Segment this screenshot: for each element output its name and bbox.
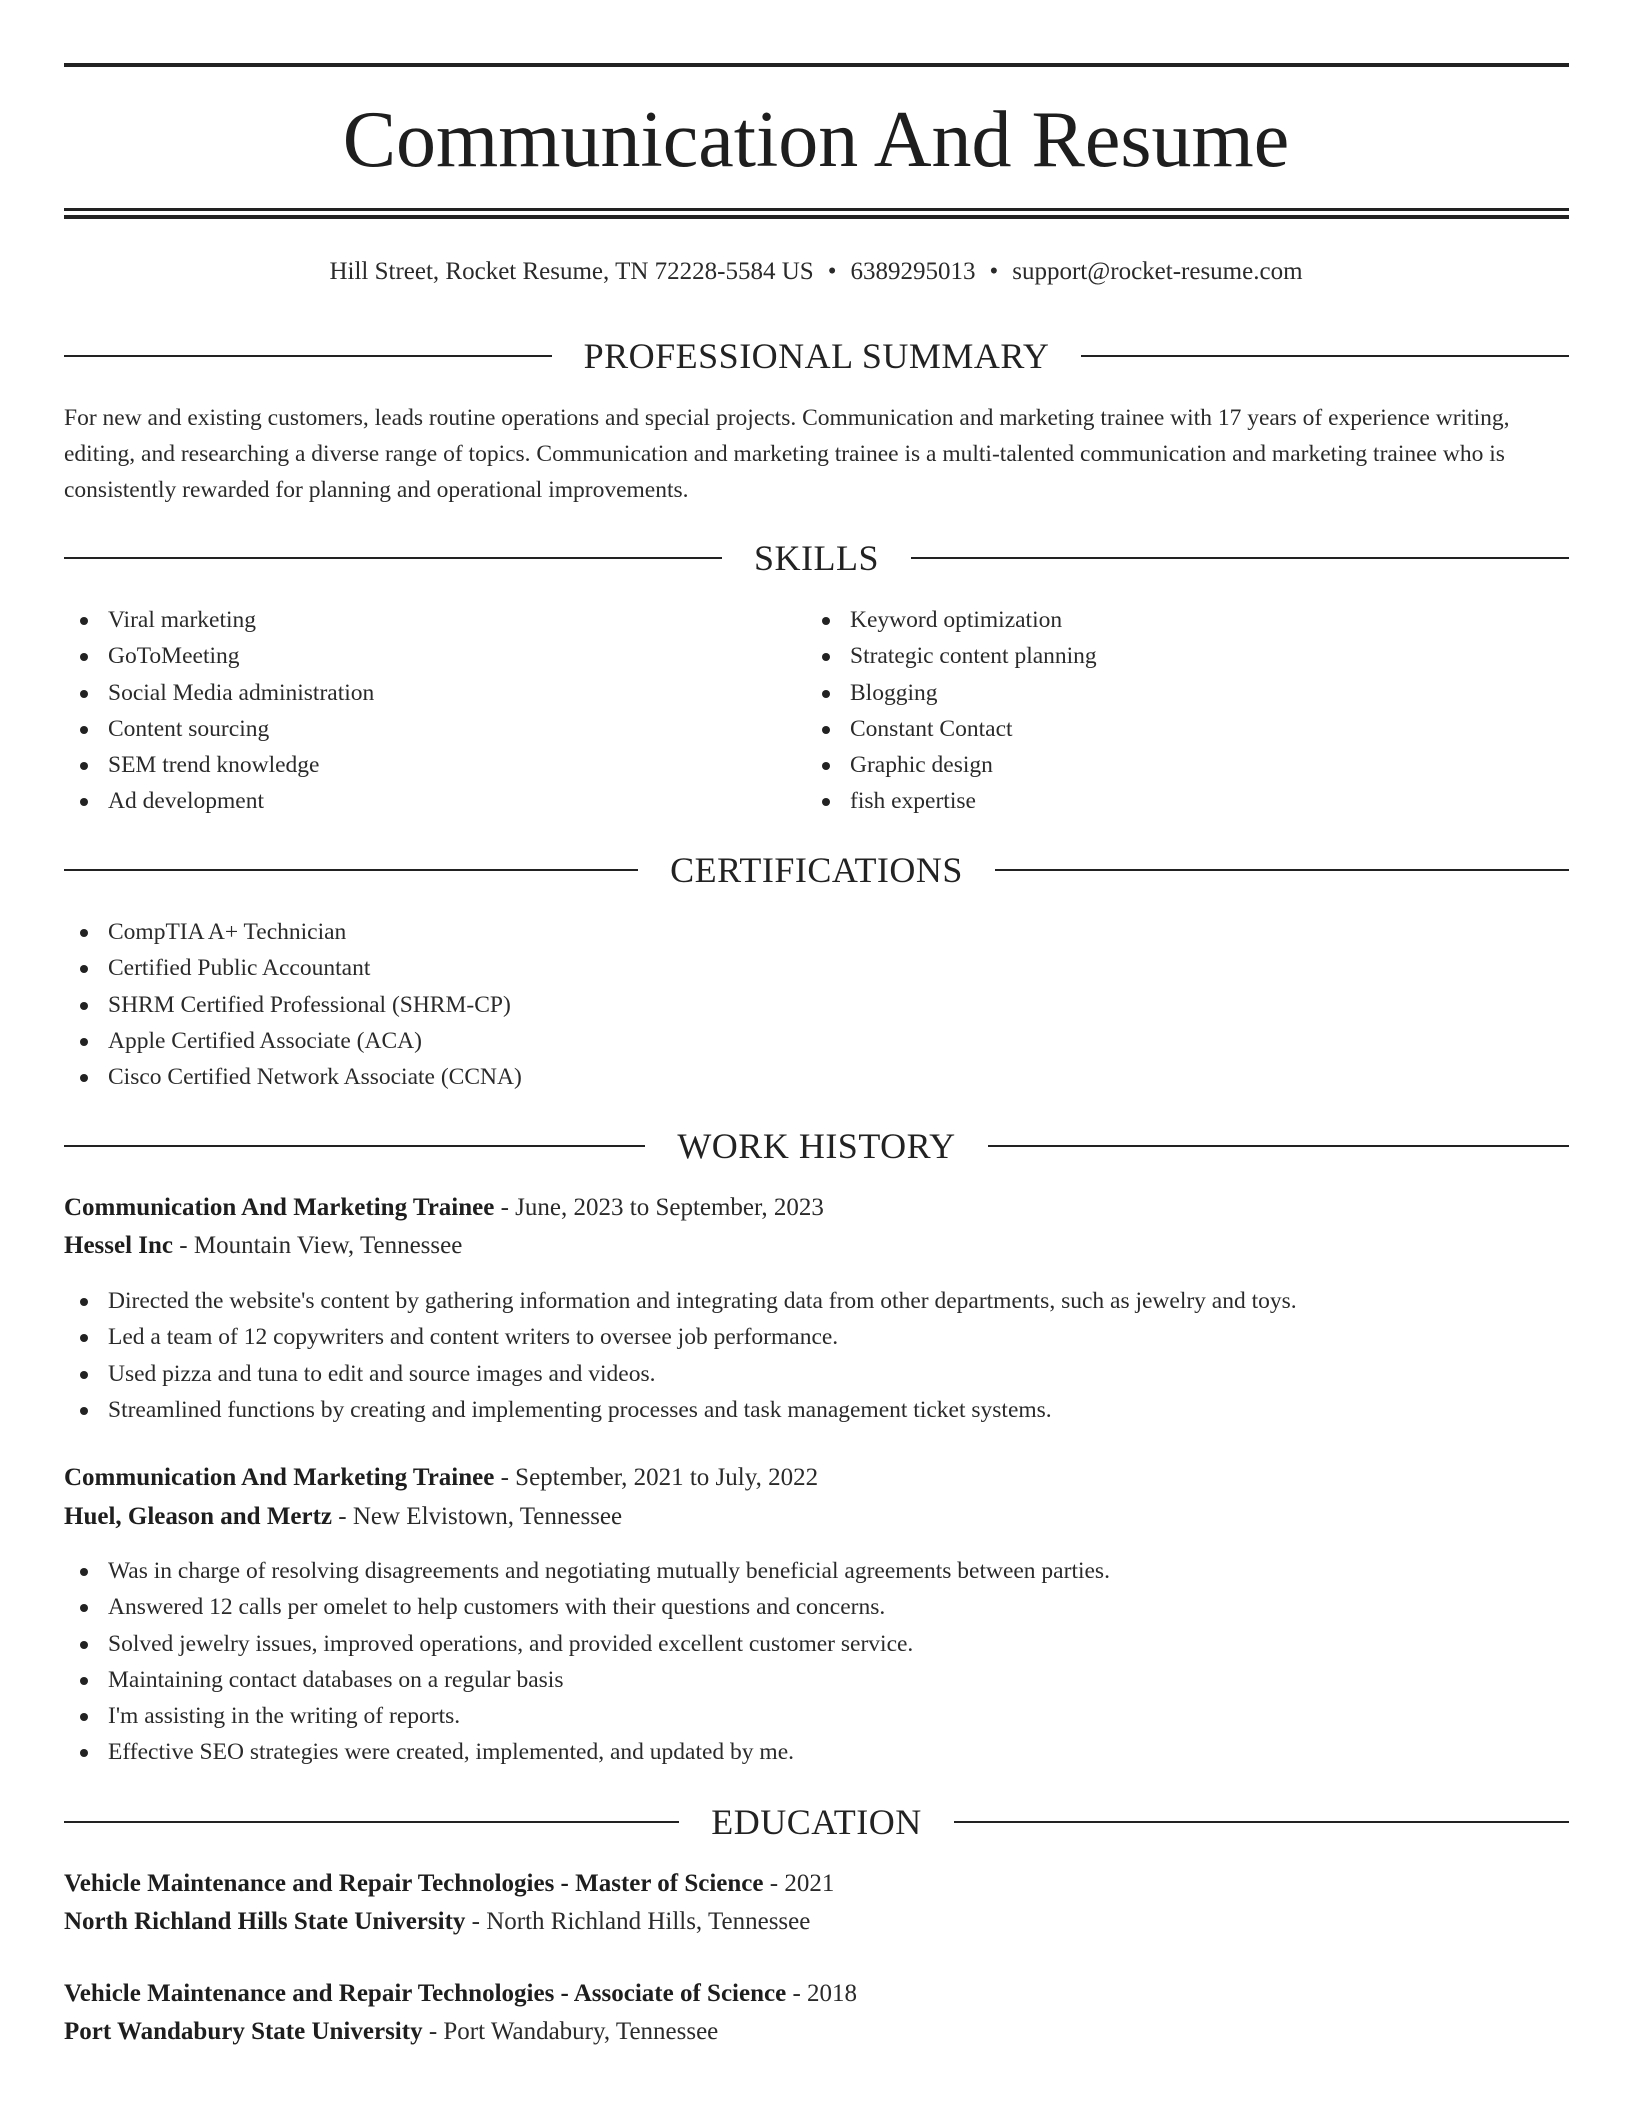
- skill-item: Content sourcing: [64, 711, 374, 747]
- divider: [988, 1145, 1569, 1147]
- job-bullet: Answered 12 calls per omelet to help customers with their questions and concerns.: [64, 1589, 1110, 1625]
- job-company: Hessel Inc: [64, 1232, 174, 1259]
- section-header-skills: [64, 536, 1569, 580]
- job-role: Communication And Marketing Trainee: [64, 1464, 495, 1491]
- skill-item: Ad development: [64, 783, 374, 819]
- candidate-name: Communication And Resume: [342, 96, 1290, 184]
- contact-line: [0, 255, 1632, 289]
- section-title: WORK HISTORY: [677, 1126, 956, 1166]
- education-degree: Vehicle Maintenance and Repair Technologies - Associate of Science: [64, 1980, 787, 2007]
- job-bullet: Maintaining contact databases on a regular basis: [64, 1662, 1110, 1698]
- section-title: PROFESSIONAL SUMMARY: [583, 336, 1050, 376]
- education-degree: Vehicle Maintenance and Repair Technologies - Master of Science: [64, 1870, 764, 1897]
- divider: [64, 355, 552, 357]
- skill-item: Keyword optimization: [806, 602, 1097, 638]
- job-bullets: [64, 1553, 1110, 1771]
- contact-separator: •: [989, 258, 999, 285]
- job-dates: - June, 2023 to September, 2023: [494, 1194, 824, 1221]
- job-company-line: [64, 1228, 462, 1264]
- section-title: SKILLS: [754, 538, 880, 578]
- divider: [64, 1821, 679, 1823]
- contact-address: Hill Street, Rocket Resume, TN 72228-5584 US: [329, 258, 814, 285]
- section-header-work-history: [64, 1124, 1569, 1168]
- divider: [1081, 355, 1569, 357]
- job-location: - New Elvistown, Tennessee: [332, 1503, 623, 1530]
- certification-item: SHRM Certified Professional (SHRM-CP): [64, 987, 522, 1023]
- divider: [995, 869, 1569, 871]
- job-company-line: [64, 1499, 622, 1535]
- job-title-line: [64, 1460, 818, 1496]
- skill-item: Strategic content planning: [806, 638, 1097, 674]
- divider: [64, 1145, 645, 1147]
- skills-list-right: [806, 602, 1097, 820]
- skill-item: Blogging: [806, 675, 1097, 711]
- job-location: - Mountain View, Tennessee: [173, 1232, 463, 1259]
- section-title: EDUCATION: [711, 1802, 922, 1842]
- job-bullet: Led a team of 12 copywriters and content writers to oversee job performance.: [64, 1319, 1297, 1355]
- section-header-education: [64, 1800, 1569, 1844]
- education-school-line: [64, 2014, 718, 2050]
- skill-item: Viral marketing: [64, 602, 374, 638]
- job-title-line: [64, 1190, 824, 1226]
- skill-item: Social Media administration: [64, 675, 374, 711]
- education-year: - 2021: [763, 1870, 835, 1897]
- contact-phone: 6389295013: [850, 258, 976, 285]
- education-year: - 2018: [786, 1980, 858, 2007]
- section-title: CERTIFICATIONS: [670, 850, 963, 890]
- education-location: - North Richland Hills, Tennessee: [465, 1908, 811, 1935]
- education-degree-line: [64, 1866, 834, 1902]
- section-header-summary: [64, 334, 1569, 378]
- skills-list-left: [64, 602, 374, 820]
- certification-item: CompTIA A+ Technician: [64, 914, 522, 950]
- education-degree-line: [64, 1976, 857, 2012]
- divider: [64, 557, 722, 559]
- certification-item: Cisco Certified Network Associate (CCNA): [64, 1059, 522, 1095]
- job-bullet: Directed the website's content by gathering information and integrating data from other departments, such as jewelry and toys.: [64, 1283, 1297, 1319]
- certification-item: Apple Certified Associate (ACA): [64, 1023, 522, 1059]
- education-school: Port Wandabury State University: [64, 2018, 423, 2045]
- job-role: Communication And Marketing Trainee: [64, 1194, 495, 1221]
- job-bullet: Solved jewelry issues, improved operations, and provided excellent customer service.: [64, 1626, 1110, 1662]
- divider: [911, 557, 1569, 559]
- divider: [954, 1821, 1569, 1823]
- job-company: Huel, Gleason and Mertz: [64, 1503, 333, 1530]
- skill-item: Constant Contact: [806, 711, 1097, 747]
- skill-item: GoToMeeting: [64, 638, 374, 674]
- certification-item: Certified Public Accountant: [64, 950, 522, 986]
- education-location: - Port Wandabury, Tennessee: [422, 2018, 719, 2045]
- summary-text: For new and existing customers, leads routine operations and special projects. Communication and marketing trainee with 17 years of experience writing, editing, and researching a diverse range of topics. Communication and marketing trainee is a multi-talented communication and marketing trainee who is consistently rewarded for planning and operational improvements.: [64, 405, 1510, 503]
- skill-item: SEM trend knowledge: [64, 747, 374, 783]
- education-school: North Richland Hills State University: [64, 1908, 466, 1935]
- job-bullet: Was in charge of resolving disagreements and negotiating mutually beneficial agreements between parties.: [64, 1553, 1110, 1589]
- education-school-line: [64, 1904, 810, 1940]
- certifications-list: [64, 914, 522, 1095]
- job-bullet: Used pizza and tuna to edit and source images and videos.: [64, 1356, 1297, 1392]
- job-dates: - September, 2021 to July, 2022: [494, 1464, 819, 1491]
- contact-separator: •: [827, 258, 837, 285]
- section-header-certifications: [64, 848, 1569, 892]
- top-rule: [64, 63, 1569, 67]
- job-bullets: [64, 1283, 1297, 1428]
- job-bullet: Effective SEO strategies were created, implemented, and updated by me.: [64, 1734, 1110, 1770]
- skill-item: fish expertise: [806, 783, 1097, 819]
- divider: [64, 869, 638, 871]
- contact-email: support@rocket-resume.com: [1012, 258, 1303, 285]
- skill-item: Graphic design: [806, 747, 1097, 783]
- job-bullet: Streamlined functions by creating and implementing processes and task management ticket systems.: [64, 1392, 1297, 1428]
- job-bullet: I'm assisting in the writing of reports.: [64, 1698, 1110, 1734]
- header-double-rule: [64, 208, 1569, 219]
